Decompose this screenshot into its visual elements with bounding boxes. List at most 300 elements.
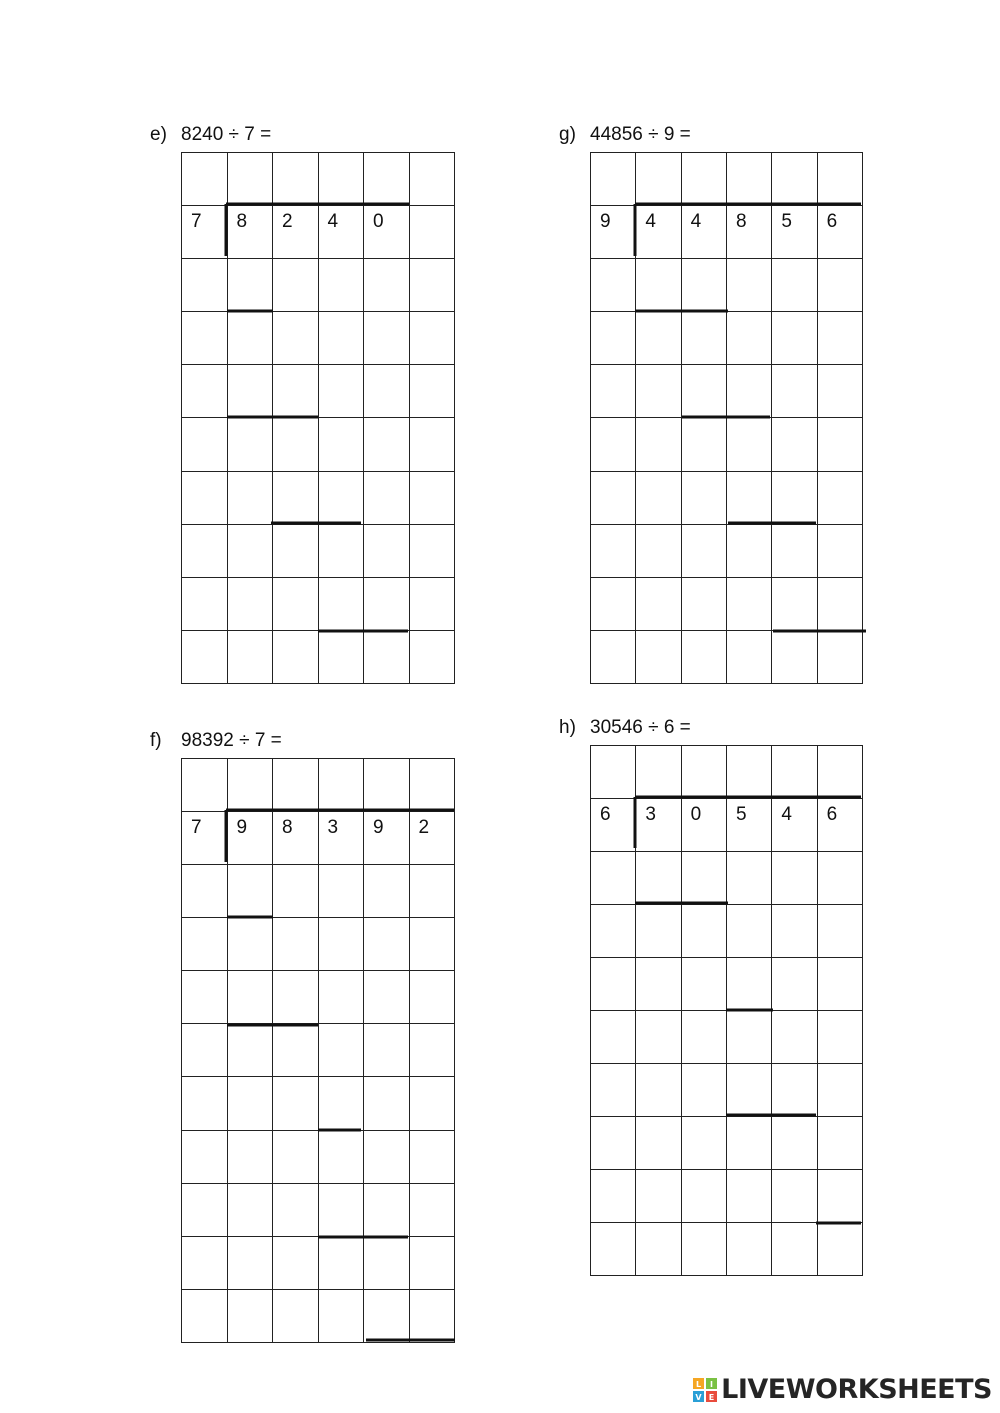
dividend-cell[interactable] — [227, 206, 273, 259]
dividend-digit: 5 — [781, 211, 792, 233]
working-cell[interactable] — [591, 630, 636, 683]
working-cell[interactable] — [227, 1077, 273, 1130]
working-cell[interactable] — [591, 746, 636, 799]
working-cell[interactable] — [409, 471, 455, 524]
dividend-digit: 0 — [373, 211, 384, 233]
liveworksheets-brand — [693, 1374, 992, 1405]
grid-row — [182, 1289, 455, 1342]
working-cell[interactable] — [409, 1024, 455, 1077]
svg-text:V: V — [695, 1392, 702, 1402]
grid-row — [591, 365, 863, 418]
working-cell[interactable] — [318, 918, 364, 971]
working-cell[interactable] — [182, 524, 228, 577]
working-cell[interactable] — [636, 418, 681, 471]
working-cell[interactable] — [591, 1011, 636, 1064]
working-cell[interactable] — [726, 1170, 771, 1223]
working-cell[interactable] — [182, 1236, 228, 1289]
answer-cell[interactable] — [409, 759, 455, 812]
dividend-cell[interactable] — [772, 206, 817, 259]
working-cell[interactable] — [364, 1289, 410, 1342]
working-cell[interactable] — [726, 365, 771, 418]
grid-row — [182, 812, 455, 865]
working-cell[interactable] — [636, 1064, 681, 1117]
working-cell[interactable] — [817, 1117, 862, 1170]
grid-row — [591, 746, 863, 799]
working-cell[interactable] — [227, 365, 273, 418]
working-cell[interactable] — [591, 153, 636, 206]
working-cell[interactable] — [817, 365, 862, 418]
working-cell[interactable] — [318, 1024, 364, 1077]
working-cell[interactable] — [364, 312, 410, 365]
working-cell[interactable] — [364, 418, 410, 471]
working-cell[interactable] — [681, 312, 726, 365]
problem-g-grid[interactable] — [590, 152, 863, 684]
working-cell[interactable] — [591, 905, 636, 958]
working-cell[interactable] — [681, 630, 726, 683]
working-cell[interactable] — [591, 524, 636, 577]
working-cell[interactable] — [591, 365, 636, 418]
working-cell[interactable] — [636, 1170, 681, 1223]
problem-e-label — [150, 124, 271, 146]
dividend-cell[interactable] — [636, 206, 681, 259]
working-cell[interactable] — [726, 630, 771, 683]
working-cell[interactable] — [681, 524, 726, 577]
dividend-cell[interactable] — [681, 799, 726, 852]
problem-letter: g) — [559, 124, 576, 145]
working-cell[interactable] — [681, 852, 726, 905]
answer-cell[interactable] — [681, 153, 726, 206]
working-cell[interactable] — [273, 524, 319, 577]
working-cell[interactable] — [817, 852, 862, 905]
grid-row — [182, 630, 455, 683]
working-cell[interactable] — [772, 418, 817, 471]
working-cell[interactable] — [409, 1130, 455, 1183]
working-cell[interactable] — [636, 1011, 681, 1064]
dividend-cell[interactable] — [726, 206, 771, 259]
working-cell[interactable] — [182, 759, 228, 812]
dividend-digit: 5 — [735, 804, 747, 825]
working-cell[interactable] — [772, 905, 817, 958]
working-cell[interactable] — [591, 312, 636, 365]
working-cell[interactable] — [273, 1183, 319, 1236]
working-cell[interactable] — [227, 471, 273, 524]
working-cell[interactable] — [364, 630, 410, 683]
working-cell[interactable] — [636, 1117, 681, 1170]
working-cell[interactable] — [817, 577, 862, 630]
problem-letter: h) — [559, 717, 576, 738]
working-cell[interactable] — [772, 471, 817, 524]
svg-text:I: I — [710, 1379, 714, 1389]
grid-row — [182, 865, 455, 918]
working-cell[interactable] — [726, 1223, 771, 1276]
working-cell[interactable] — [681, 1011, 726, 1064]
answer-cell[interactable] — [318, 153, 364, 206]
working-cell[interactable] — [772, 1117, 817, 1170]
working-cell[interactable] — [409, 1183, 455, 1236]
working-cell[interactable] — [726, 958, 771, 1011]
working-cell[interactable] — [636, 1223, 681, 1276]
divisor-cell[interactable] — [182, 812, 228, 865]
working-cell[interactable] — [318, 630, 364, 683]
working-cell[interactable] — [364, 971, 410, 1024]
working-cell[interactable] — [726, 905, 771, 958]
working-cell[interactable] — [318, 365, 364, 418]
working-cell[interactable] — [318, 418, 364, 471]
working-cell[interactable] — [182, 153, 228, 206]
working-cell[interactable] — [772, 312, 817, 365]
working-cell[interactable] — [364, 918, 410, 971]
working-cell[interactable] — [182, 630, 228, 683]
problem-h-grid[interactable] — [590, 745, 863, 1276]
problem-expression: 30546 ÷ 6 = — [590, 717, 691, 738]
working-cell[interactable] — [591, 577, 636, 630]
dividend-digit: 8 — [282, 817, 293, 839]
working-cell[interactable] — [772, 365, 817, 418]
working-cell[interactable] — [273, 630, 319, 683]
working-cell[interactable] — [681, 1064, 726, 1117]
working-cell[interactable] — [591, 958, 636, 1011]
grid-row — [182, 1130, 455, 1183]
brand-name: LIVEWORKSHEETS — [721, 1374, 992, 1405]
grid-row — [182, 918, 455, 971]
grid-row — [182, 312, 455, 365]
working-cell[interactable] — [364, 865, 410, 918]
working-cell[interactable] — [409, 1289, 455, 1342]
working-cell[interactable] — [591, 1117, 636, 1170]
grid-row — [182, 1024, 455, 1077]
working-cell[interactable] — [182, 1130, 228, 1183]
working-cell[interactable] — [273, 259, 319, 312]
dividend-cell[interactable] — [636, 799, 681, 852]
grid-row — [182, 206, 455, 259]
working-cell[interactable] — [182, 418, 228, 471]
working-cell[interactable] — [591, 1170, 636, 1223]
answer-cell[interactable] — [318, 759, 364, 812]
problem-e-grid[interactable] — [181, 152, 455, 684]
working-cell[interactable] — [273, 918, 319, 971]
dividend-cell[interactable] — [273, 812, 319, 865]
grid-row — [591, 312, 863, 365]
working-cell[interactable] — [318, 471, 364, 524]
working-cell[interactable] — [273, 1130, 319, 1183]
working-cell[interactable] — [772, 577, 817, 630]
working-cell[interactable] — [726, 1064, 771, 1117]
dividend-digit: 3 — [327, 817, 339, 839]
dividend-cell[interactable] — [273, 206, 319, 259]
grid-row — [182, 971, 455, 1024]
working-cell[interactable] — [681, 1223, 726, 1276]
working-cell[interactable] — [273, 1024, 319, 1077]
working-cell[interactable] — [364, 471, 410, 524]
working-cell[interactable] — [227, 312, 273, 365]
working-cell[interactable] — [409, 259, 455, 312]
working-cell[interactable] — [817, 312, 862, 365]
working-cell[interactable] — [726, 524, 771, 577]
answer-cell[interactable] — [364, 759, 410, 812]
dividend-cell[interactable] — [318, 206, 364, 259]
working-cell[interactable] — [636, 630, 681, 683]
working-cell[interactable] — [227, 971, 273, 1024]
answer-cell[interactable] — [364, 153, 410, 206]
grid-row — [591, 418, 863, 471]
divisor-cell[interactable] — [591, 799, 636, 852]
working-cell[interactable] — [182, 918, 228, 971]
working-cell[interactable] — [817, 418, 862, 471]
working-cell[interactable] — [681, 1117, 726, 1170]
working-cell[interactable] — [273, 418, 319, 471]
working-cell[interactable] — [227, 918, 273, 971]
working-cell[interactable] — [364, 1236, 410, 1289]
divisor-digit: 7 — [191, 817, 202, 839]
working-cell[interactable] — [364, 365, 410, 418]
working-cell[interactable] — [364, 1077, 410, 1130]
working-cell[interactable] — [591, 852, 636, 905]
working-cell[interactable] — [227, 865, 273, 918]
working-cell[interactable] — [182, 365, 228, 418]
working-cell[interactable] — [591, 259, 636, 312]
grid-row — [182, 577, 455, 630]
working-cell[interactable] — [409, 630, 455, 683]
working-cell[interactable] — [318, 1183, 364, 1236]
working-cell[interactable] — [681, 905, 726, 958]
divisor-cell[interactable] — [182, 206, 228, 259]
working-cell[interactable] — [409, 312, 455, 365]
working-cell[interactable] — [681, 958, 726, 1011]
working-cell[interactable] — [318, 524, 364, 577]
working-cell[interactable] — [227, 630, 273, 683]
working-cell[interactable] — [182, 471, 228, 524]
working-cell[interactable] — [364, 1183, 410, 1236]
working-cell[interactable] — [726, 312, 771, 365]
working-cell[interactable] — [636, 852, 681, 905]
working-cell[interactable] — [318, 312, 364, 365]
grid-row — [182, 471, 455, 524]
working-cell[interactable] — [409, 865, 455, 918]
working-cell[interactable] — [681, 471, 726, 524]
working-cell[interactable] — [182, 1024, 228, 1077]
working-cell[interactable] — [182, 1077, 228, 1130]
dividend-digit: 4 — [327, 211, 339, 233]
grid-row — [591, 153, 863, 206]
answer-cell[interactable] — [409, 153, 455, 206]
working-cell[interactable] — [817, 1064, 862, 1117]
answer-cell[interactable] — [273, 153, 319, 206]
working-cell[interactable] — [227, 1130, 273, 1183]
working-cell[interactable] — [409, 524, 455, 577]
grid-row — [182, 1077, 455, 1130]
working-cell[interactable] — [726, 852, 771, 905]
dividend-cell[interactable] — [772, 799, 817, 852]
working-cell[interactable] — [227, 1024, 273, 1077]
problem-f-grid[interactable] — [181, 758, 455, 1343]
dividend-digit: 9 — [373, 817, 384, 839]
answer-cell[interactable] — [227, 153, 273, 206]
grid-row — [591, 1223, 863, 1276]
working-cell[interactable] — [726, 1011, 771, 1064]
svg-text:L: L — [696, 1379, 702, 1389]
working-cell[interactable] — [817, 630, 862, 683]
working-cell[interactable] — [772, 259, 817, 312]
answer-cell[interactable] — [273, 759, 319, 812]
working-cell[interactable] — [273, 312, 319, 365]
working-cell[interactable] — [273, 865, 319, 918]
working-cell[interactable] — [364, 577, 410, 630]
dividend-cell[interactable] — [318, 812, 364, 865]
answer-cell[interactable] — [772, 746, 817, 799]
working-cell[interactable] — [817, 958, 862, 1011]
working-cell[interactable] — [817, 1011, 862, 1064]
working-cell[interactable] — [409, 971, 455, 1024]
working-cell[interactable] — [273, 1077, 319, 1130]
working-cell[interactable] — [182, 577, 228, 630]
working-cell[interactable] — [817, 471, 862, 524]
working-cell[interactable] — [726, 1117, 771, 1170]
working-cell[interactable] — [182, 259, 228, 312]
answer-cell[interactable] — [636, 153, 681, 206]
working-cell[interactable] — [318, 1236, 364, 1289]
working-cell[interactable] — [364, 259, 410, 312]
grid-row — [591, 1117, 863, 1170]
working-cell[interactable] — [772, 1170, 817, 1223]
working-cell[interactable] — [772, 852, 817, 905]
working-cell[interactable] — [817, 259, 862, 312]
working-cell[interactable] — [591, 418, 636, 471]
dividend-cell[interactable] — [817, 799, 862, 852]
working-cell[interactable] — [681, 577, 726, 630]
working-cell[interactable] — [636, 524, 681, 577]
answer-cell[interactable] — [681, 746, 726, 799]
dividend-cell[interactable] — [364, 812, 410, 865]
working-cell[interactable] — [227, 1236, 273, 1289]
working-cell[interactable] — [681, 1170, 726, 1223]
working-cell[interactable] — [409, 1236, 455, 1289]
working-cell[interactable] — [227, 1183, 273, 1236]
working-cell[interactable] — [817, 905, 862, 958]
working-cell[interactable] — [726, 259, 771, 312]
working-cell[interactable] — [636, 259, 681, 312]
dividend-cell[interactable] — [409, 812, 455, 865]
working-cell[interactable] — [681, 418, 726, 471]
working-cell[interactable] — [772, 1011, 817, 1064]
working-cell[interactable] — [273, 365, 319, 418]
working-cell[interactable] — [273, 971, 319, 1024]
working-cell[interactable] — [227, 259, 273, 312]
dividend-cell[interactable] — [726, 799, 771, 852]
working-cell[interactable] — [726, 418, 771, 471]
working-cell[interactable] — [636, 905, 681, 958]
answer-cell[interactable] — [726, 746, 771, 799]
working-cell[interactable] — [409, 365, 455, 418]
working-cell[interactable] — [591, 1064, 636, 1117]
dividend-cell[interactable] — [681, 206, 726, 259]
working-cell[interactable] — [318, 865, 364, 918]
working-cell[interactable] — [817, 1223, 862, 1276]
working-cell[interactable] — [817, 1170, 862, 1223]
working-cell[interactable] — [636, 577, 681, 630]
dividend-digit: 9 — [236, 817, 248, 839]
grid-row — [591, 1170, 863, 1223]
working-cell[interactable] — [591, 471, 636, 524]
working-cell[interactable] — [273, 577, 319, 630]
working-cell[interactable] — [636, 365, 681, 418]
working-cell[interactable] — [772, 524, 817, 577]
working-cell[interactable] — [182, 971, 228, 1024]
dividend-digit: 6 — [826, 804, 838, 825]
divisor-digit: 9 — [600, 211, 611, 233]
divisor-cell[interactable] — [591, 206, 636, 259]
working-cell[interactable] — [772, 1223, 817, 1276]
working-cell[interactable] — [318, 259, 364, 312]
answer-cell[interactable] — [636, 746, 681, 799]
working-cell[interactable] — [364, 524, 410, 577]
working-cell[interactable] — [227, 418, 273, 471]
working-cell[interactable] — [636, 471, 681, 524]
working-cell[interactable] — [681, 259, 726, 312]
problem-expression: 98392 ÷ 7 = — [181, 730, 282, 751]
working-cell[interactable] — [772, 958, 817, 1011]
answer-cell[interactable] — [817, 746, 862, 799]
answer-cell[interactable] — [227, 759, 273, 812]
working-cell[interactable] — [636, 312, 681, 365]
working-cell[interactable] — [318, 577, 364, 630]
grid-row — [591, 471, 863, 524]
working-cell[interactable] — [409, 206, 455, 259]
dividend-cell[interactable] — [227, 812, 273, 865]
working-cell[interactable] — [182, 1183, 228, 1236]
answer-cell[interactable] — [726, 153, 771, 206]
grid-row — [591, 1064, 863, 1117]
dividend-digit: 4 — [781, 804, 792, 825]
working-cell[interactable] — [182, 312, 228, 365]
answer-cell[interactable] — [817, 153, 862, 206]
working-cell[interactable] — [591, 1223, 636, 1276]
working-cell[interactable] — [409, 418, 455, 471]
working-cell[interactable] — [318, 1077, 364, 1130]
dividend-cell[interactable] — [364, 206, 410, 259]
dividend-cell[interactable] — [817, 206, 862, 259]
working-cell[interactable] — [772, 630, 817, 683]
svg-text:E: E — [708, 1392, 715, 1402]
working-cell[interactable] — [409, 1077, 455, 1130]
working-cell[interactable] — [273, 1289, 319, 1342]
working-cell[interactable] — [409, 577, 455, 630]
working-cell[interactable] — [273, 471, 319, 524]
working-cell[interactable] — [227, 1289, 273, 1342]
working-cell[interactable] — [273, 1236, 319, 1289]
working-cell[interactable] — [726, 471, 771, 524]
working-cell[interactable] — [772, 1064, 817, 1117]
dividend-digit: 3 — [645, 804, 656, 825]
grid-row — [182, 418, 455, 471]
working-cell[interactable] — [636, 958, 681, 1011]
working-cell[interactable] — [318, 1289, 364, 1342]
working-cell[interactable] — [182, 1289, 228, 1342]
answer-cell[interactable] — [772, 153, 817, 206]
working-cell[interactable] — [318, 971, 364, 1024]
working-cell[interactable] — [227, 577, 273, 630]
working-cell[interactable] — [681, 365, 726, 418]
working-cell[interactable] — [318, 1130, 364, 1183]
working-cell[interactable] — [227, 524, 273, 577]
working-cell[interactable] — [364, 1130, 410, 1183]
working-cell[interactable] — [409, 918, 455, 971]
working-cell[interactable] — [817, 524, 862, 577]
working-cell[interactable] — [726, 577, 771, 630]
working-cell[interactable] — [182, 865, 228, 918]
working-cell[interactable] — [364, 1024, 410, 1077]
problem-expression: 8240 ÷ 7 = — [181, 124, 272, 145]
problem-f-label — [150, 730, 282, 752]
